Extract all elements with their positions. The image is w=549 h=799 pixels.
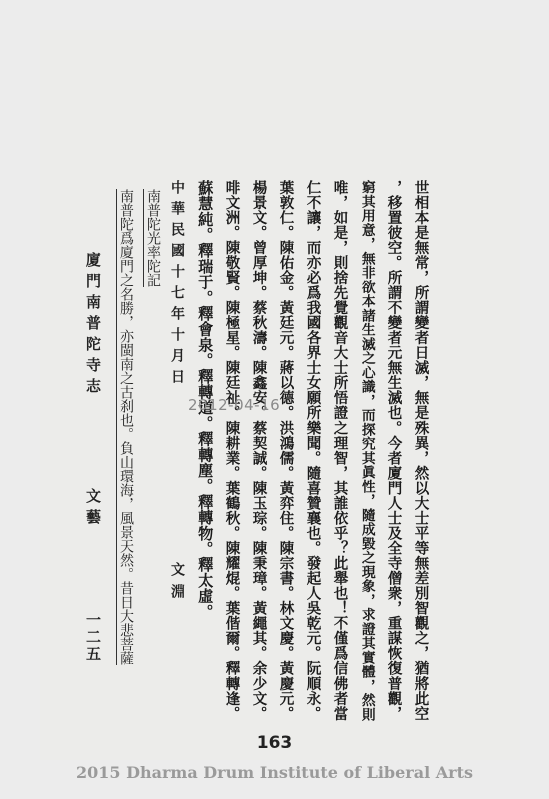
date-line: 中華民國十七年十月日 (169, 180, 185, 390)
text-column-5: 仁不讓，而亦必爲我國各界士女願所樂聞。隨喜贊襄也。發起人吳乾元。阮順永。 (304, 180, 322, 722)
text-column-4: 唯，如是，則捨先覺觀音大士所悟證之理智，其誰依乎？此舉也！不僅爲信佛者當 (331, 180, 349, 722)
essay-opening-column: 南普陀爲廈門之名勝，亦閩南之古刹也。負山環海，風景天然。昔日大悲菩薩 (118, 189, 134, 665)
section-title: 文藝 (84, 488, 102, 530)
essay-title: 南普陀光率陀記 (145, 189, 161, 287)
text-column-2: ，移置彼空。所謂不變者元無生滅也。今者廈門人士及全寺僧衆，重謀恢復普觀， (385, 180, 403, 722)
institute-watermark: 2015 Dharma Drum Institute of Liberal Arts (76, 763, 473, 782)
text-column-3: 窮其用意，無非欲本諸生滅之心識，而探究其眞性，隨成毀之現象，求證其實體，然則 (358, 180, 375, 722)
printed-page-number: 163 (256, 733, 293, 753)
text-column-1: 世相本是無常，所謂變者日滅，無是殊異，然以大士平等無差別智觀之，猶將此空 (412, 180, 430, 722)
date-stamp: 2012-04-16 (188, 396, 281, 414)
text-column-7: 楊景文。曾厚坤。蔡秋濤。陳鑫安。蔡契誠。陳玉琮。陳秉璋。黃繩其。余少文。 (250, 180, 268, 722)
page-number-top: 一二五 (84, 612, 102, 663)
book-title: 廈門南普陀寺志 (84, 252, 102, 399)
text-column-6: 葉敦仁。陳佑金。黃廷元。蔣以德。洪鴻儒。黃弈住。陳宗書。林文慶。黃慶元。 (277, 180, 295, 722)
author-name: 文淵 (169, 562, 185, 606)
text-column-8: 啡文洲。陳敬賢。陳極星。陳廷祉。陳耕業。葉鶴秋。陳耀焜。葉偕爾。釋轉逢。 (223, 180, 241, 722)
text-column-9: 蘇慧純。釋瑞于。釋會泉。釋轉道。釋轉塵。釋轉物。釋太虛。 (196, 180, 215, 620)
